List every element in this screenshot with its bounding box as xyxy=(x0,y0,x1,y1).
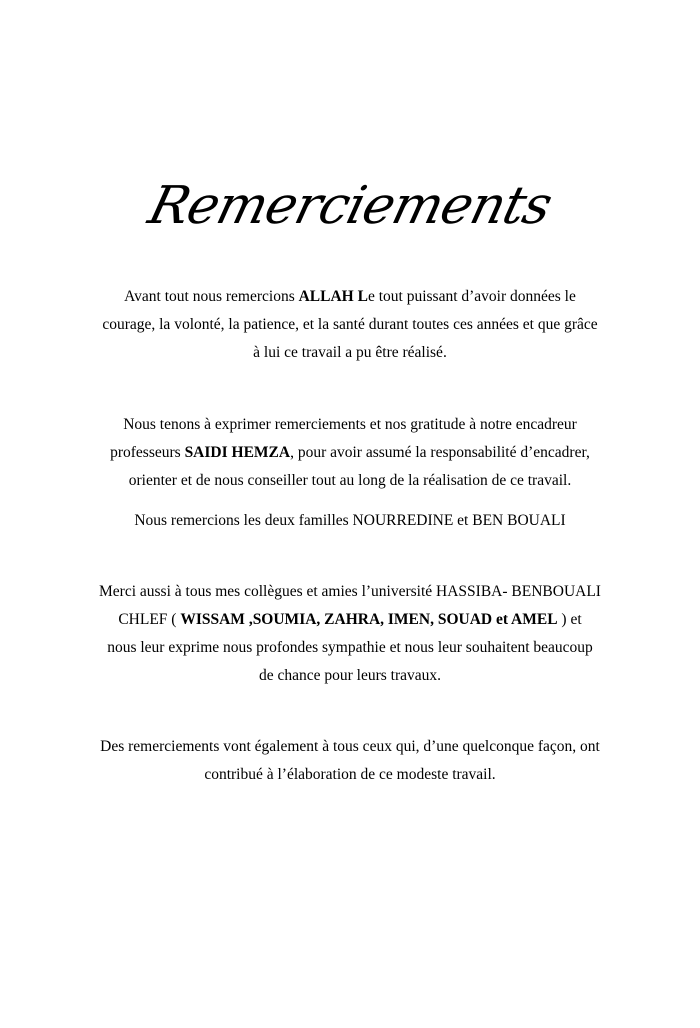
paragraph-thanks-colleagues xyxy=(70,578,630,690)
paragraph-thanks-all xyxy=(70,733,630,789)
text-line: courage, la volonté, la patience, et la santé durant toutes ces années et que grâce xyxy=(102,316,598,333)
text-line: Nous tenons à exprimer remerciements et nos gratitude à notre encadreur xyxy=(123,416,577,433)
text-line: à lui ce travail a pu être réalisé. xyxy=(253,344,447,361)
text-segment: ) et xyxy=(557,611,582,628)
paragraph-thanks-allah xyxy=(70,283,630,367)
text-line xyxy=(70,439,630,467)
paragraph-thanks-supervisor xyxy=(70,411,630,495)
text-line: nous leur exprime nous profondes sympathie et nous leur souhaitent beaucoup xyxy=(107,639,593,656)
text-line: orienter et de nous conseiller tout au long de la réalisation de ce travail. xyxy=(128,472,572,489)
text-line: Nous remercions les deux familles NOURREDINE et BEN BOUALI xyxy=(134,512,566,529)
text-line xyxy=(70,283,630,311)
text-segment: CHLEF ( xyxy=(118,611,181,628)
page-title: Remerciements xyxy=(142,176,558,236)
text-line: Des remerciements vont également à tous ceux qui, d’une quelconque façon, ont xyxy=(100,738,600,755)
bold-names: WISSAM ,SOUMIA, ZAHRA, IMEN, SOUAD et AMEL xyxy=(180,611,558,628)
text-line: Merci aussi à tous mes collègues et amies l’université HASSIBA- BENBOUALI xyxy=(99,583,601,600)
text-segment: professeurs xyxy=(110,444,185,461)
text-segment: Avant tout nous remercions xyxy=(124,288,299,305)
text-segment: e tout puissant d’avoir données le xyxy=(367,288,576,305)
text-line: contribué à l’élaboration de ce modeste travail. xyxy=(204,766,496,783)
bold-name: SAIDI HEMZA xyxy=(184,444,291,461)
text-line: de chance pour leurs travaux. xyxy=(258,667,442,684)
bold-name: ALLAH L xyxy=(298,288,368,305)
text-line xyxy=(70,606,630,634)
text-segment: , pour avoir assumé la responsabilité d’encadrer, xyxy=(290,444,590,461)
paragraph-thanks-families xyxy=(70,507,630,535)
